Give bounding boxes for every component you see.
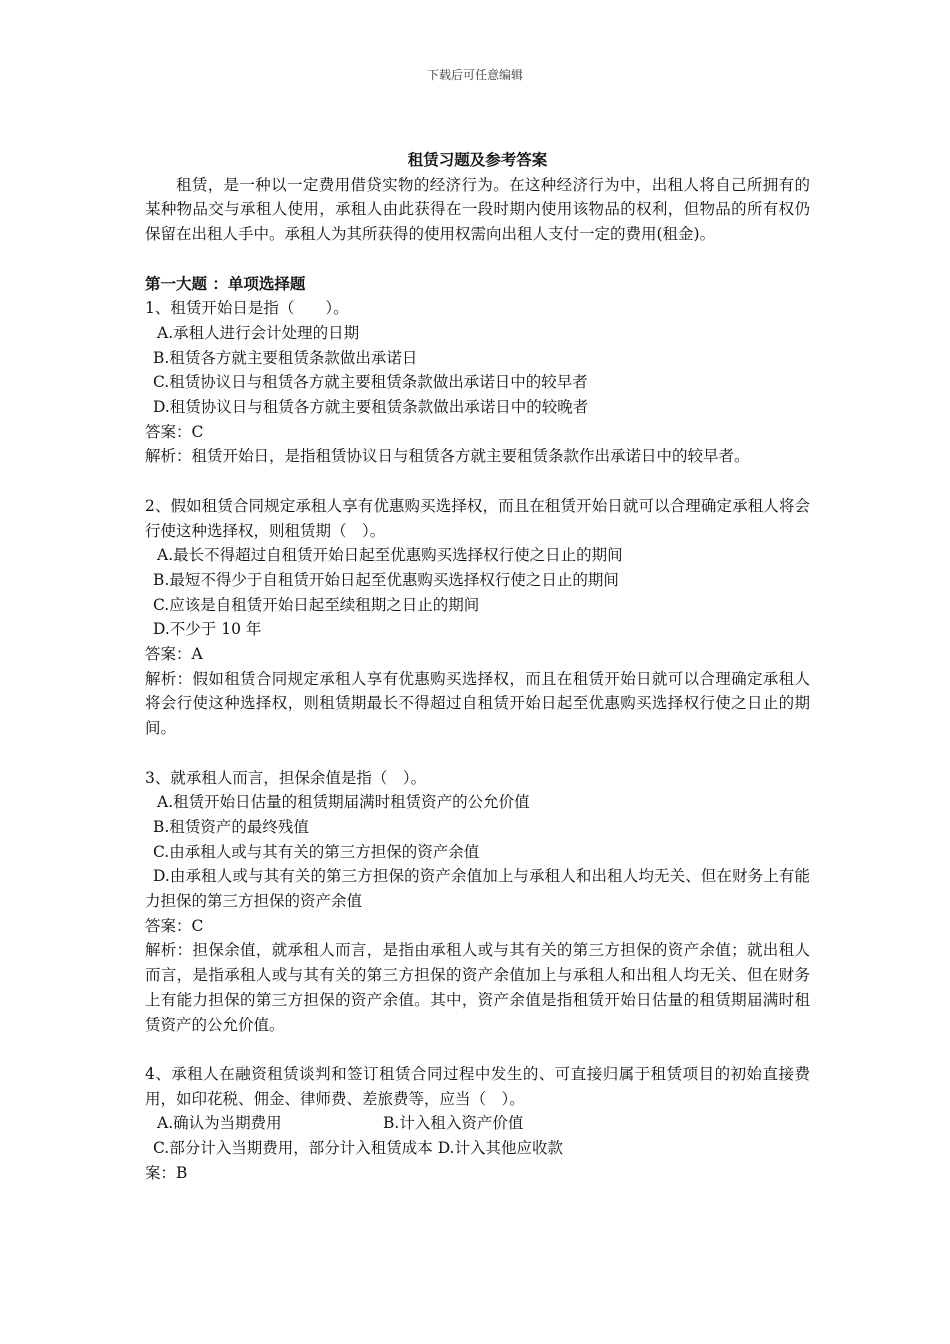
option-c: C.由承租人或与其有关的第三方担保的资产余值 (153, 842, 480, 861)
document-body (145, 148, 810, 1185)
options-row-2 (145, 1136, 810, 1161)
question-text: 3、就承租人而言，担保余值是指（ ）。 (145, 768, 427, 787)
option-c: C.应该是自租赁开始日起至续租期之日止的期间 (153, 595, 480, 614)
question-1 (145, 296, 810, 469)
answer: 案：B (145, 1163, 188, 1182)
option-a: A.最长不得超过自租赁开始日起至优惠购买选择权行使之日止的期间 (157, 546, 623, 565)
option-d: D.由承租人或与其有关的第三方担保的资产余值加上与承租人和出租人均无关、但在财务上有能力担保的第三方担保的资产余值 (145, 867, 810, 911)
option-b: B.计入租入资产价值 (383, 1114, 524, 1133)
options-row-1 (145, 1111, 810, 1136)
analysis: 解析：担保余值，就承租人而言，是指由承租人或与其有关的第三方担保的资产余值；就出租人而言，是指承租人或与其有关的第三方担保的资产余值加上与承租人和出租人均无关、但在财务上有能力担保的第三方担保的资产余值。其中，资产余值是指租赁开始日估量的租赁期届满时租赁资产的公允价值。 (145, 941, 810, 1034)
question-2 (145, 494, 810, 741)
question-3 (145, 766, 810, 1038)
question-text: 1、租赁开始日是指（ ）。 (145, 299, 349, 318)
option-d: D.不少于 10 年 (153, 620, 262, 639)
option-b: B.租赁各方就主要租赁条款做出承诺日 (153, 348, 418, 367)
option-d: D.计入其他应收款 (437, 1139, 563, 1158)
intro-paragraph: 租赁，是一种以一定费用借贷实物的经济行为。在这种经济行为中，出租人将自己所拥有的某种物品交与承租人使用，承租人由此获得在一段时期内使用该物品的权利，但物品的所有权仍保留在出租人手中。承租人为其所获得的使用权需向出租人支付一定的费用(租金)。 (145, 175, 810, 244)
answer: 答案：A (145, 645, 203, 664)
section-title: 第一大题 ：单项选择题 (145, 273, 306, 293)
question-4 (145, 1062, 810, 1186)
question-text: 4、承租人在融资租赁谈判和签订租赁合同过程中发生的、可直接归属于租赁项目的初始直接费用，如印花税、佣金、律师费、差旅费等，应当（ ）。 (145, 1064, 810, 1108)
option-a: A.承租人进行会计处理的日期 (157, 323, 360, 342)
option-c: C.部分计入当期费用，部分计入租赁成本 (153, 1139, 433, 1158)
analysis: 解析：租赁开始日，是指租赁协议日与租赁各方就主要租赁条款作出承诺日中的较早者。 (145, 447, 750, 466)
question-text: 2、假如租赁合同规定承租人享有优惠购买选择权，而且在租赁开始日就可以合理确定承租人将会行使这种选择权，则租赁期（ ）。 (145, 496, 810, 540)
option-b: B.租赁资产的最终残值 (153, 817, 309, 836)
option-b: B.最短不得少于自租赁开始日起至优惠购买选择权行使之日止的期间 (153, 570, 619, 589)
document-title: 租赁习题及参考答案 (407, 150, 548, 169)
option-a: A.确认为当期费用 (157, 1114, 282, 1133)
analysis: 解析：假如租赁合同规定承租人享有优惠购买选择权，而且在租赁开始日就可以合理确定承租人将会行使这种选择权，则租赁期最长不得超过自租赁开始日起至优惠购买选择权行使之日止的期间。 (145, 669, 810, 738)
option-d: D.租赁协议日与租赁各方就主要租赁条款做出承诺日中的较晚者 (153, 398, 589, 417)
option-c: C.租赁协议日与租赁各方就主要租赁条款做出承诺日中的较早者 (153, 373, 588, 392)
page-header: 下载后可任意编辑 (426, 68, 523, 82)
option-a: A.租赁开始日估量的租赁期届满时租赁资产的公允价值 (157, 793, 530, 812)
answer: 答案：C (145, 422, 204, 441)
answer: 答案：C (145, 916, 204, 935)
